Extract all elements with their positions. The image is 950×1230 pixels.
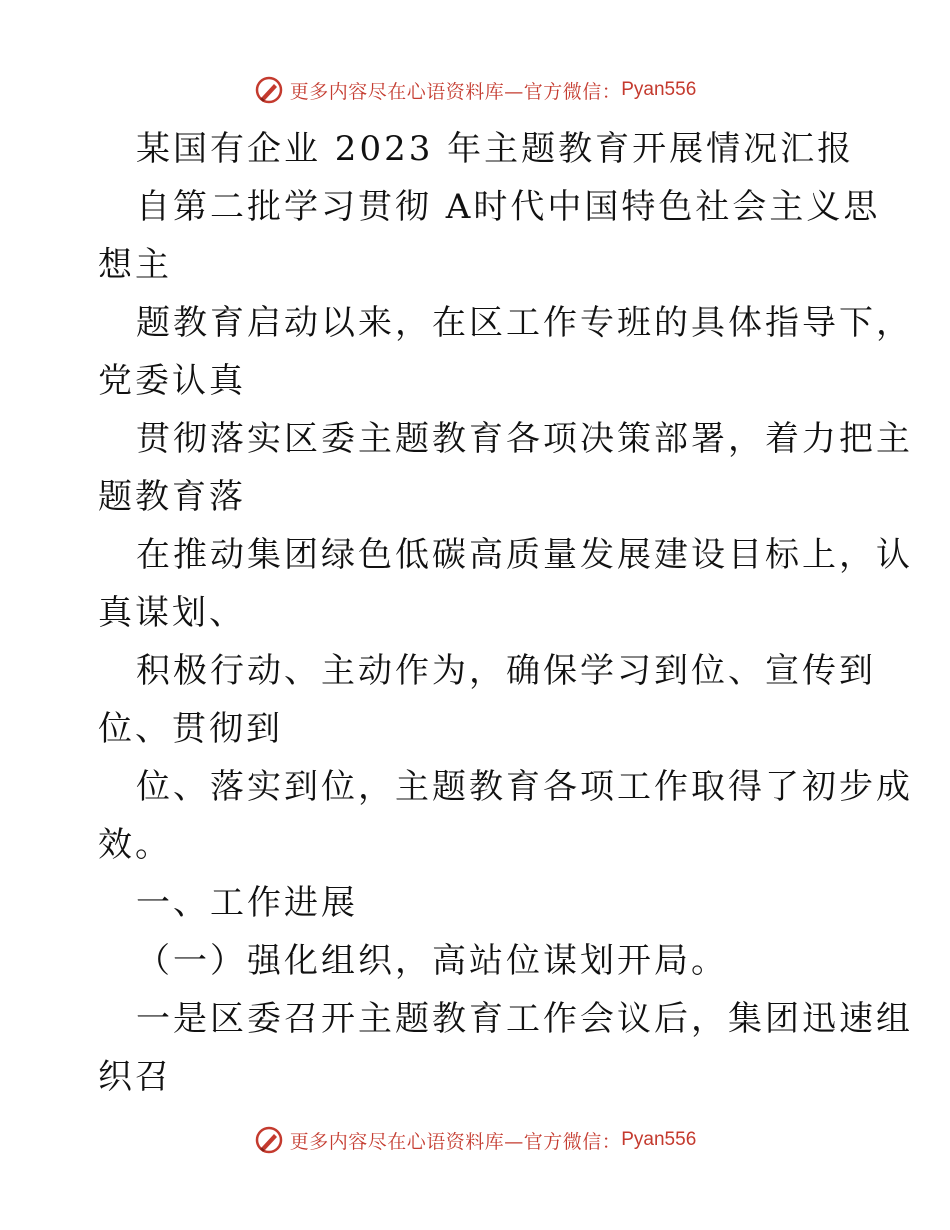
paragraph-line: 在推动集团绿色低碳高质量发展建设目标上，认 — [136, 535, 913, 575]
watermark-text: 更多内容尽在心语资料库—官方微信： — [289, 80, 622, 103]
paragraph-line: 位、贯彻到 — [98, 709, 283, 749]
footer-watermark — [0, 1122, 950, 1158]
paragraph-line: 真谋划、 — [98, 593, 246, 633]
paragraph-line: 一是区委召开主题教育工作会议后，集团迅速组 — [136, 999, 913, 1039]
section-heading: 一、工作进展 — [136, 883, 358, 923]
paragraph-line: 自第二批学习贯彻 A时代中国特色社会主义思 — [136, 187, 881, 227]
paragraph-line: 织召 — [98, 1057, 172, 1097]
paragraph-line: 想主 — [98, 245, 172, 285]
watermark-wechat-id: Pyan556 — [621, 1129, 697, 1150]
paragraph-line: 位、落实到位，主题教育各项工作取得了初步成 — [136, 767, 913, 807]
pen-logo-icon — [254, 1125, 284, 1155]
paragraph-line: 积极行动、主动作为，确保学习到位、宣传到 — [136, 651, 876, 691]
watermark-wechat-id: Pyan556 — [621, 79, 697, 100]
paragraph-line: 党委认真 — [98, 361, 246, 401]
paragraph-line: 效。 — [98, 825, 172, 865]
document-title: 某国有企业 2023 年主题教育开展情况汇报 — [136, 129, 855, 169]
paragraph-line: 题教育落 — [98, 477, 246, 517]
paragraph-line: 题教育启动以来，在区工作专班的具体指导下， — [136, 303, 913, 343]
watermark-text: 更多内容尽在心语资料库—官方微信： — [289, 1130, 622, 1153]
document-body — [98, 120, 913, 1106]
subsection-heading: （一）强化组织，高站位谋划开局。 — [136, 941, 728, 981]
header-watermark — [0, 72, 950, 108]
paragraph-line: 贯彻落实区委主题教育各项决策部署，着力把主 — [136, 419, 913, 459]
pen-logo-icon — [254, 75, 284, 105]
